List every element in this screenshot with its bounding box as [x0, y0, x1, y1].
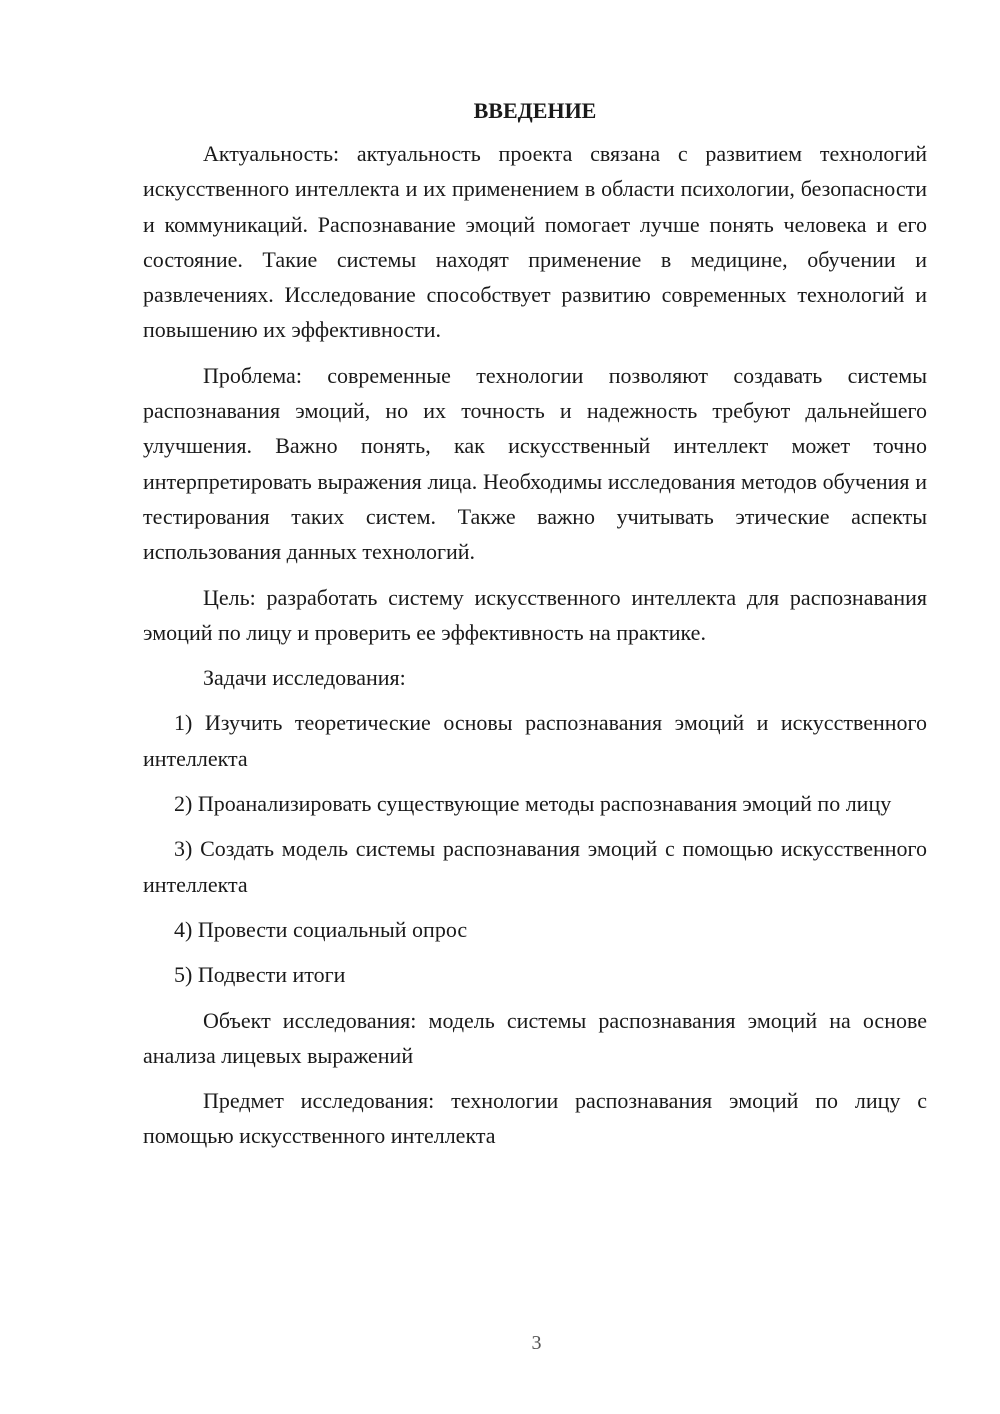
problem-paragraph: Проблема: современные технологии позволяют создавать системы распознавания эмоций, но их точность и надежность требуют дальнейшего улучшения. Важно понять, как искусственный интеллект может точно интерпретировать выражения лица. Необходимы исследования методов обучения и тестирования таких систем. Также важно учитывать этические аспекты использования данных технологий.: [143, 362, 927, 565]
page-number: 3: [531, 1332, 542, 1354]
tasks-heading: Задачи исследования:: [203, 665, 406, 691]
list-item: 4) Провести социальный опрос: [174, 916, 468, 942]
subject-paragraph: Предмет исследования: технологии распознавания эмоций по лицу с помощью искусственного интеллекта: [143, 1088, 927, 1149]
page-content: [143, 95, 927, 1164]
relevance-paragraph: Актуальность: актуальность проекта связана с развитием технологий искусственного интеллекта и их применением в области психологии, безопасности и коммуникаций. Распознавание эмоций помогает лучше понять человека и его состояние. Такие системы находят применение в медицине, обучении и развлечениях. Исследование способствует развитию современных технологий и повышению их эффективности.: [143, 141, 927, 343]
list-item: 2) Проанализировать существующие методы распознавания эмоций по лицу: [174, 791, 892, 817]
object-paragraph: Объект исследования: модель системы распознавания эмоций на основе анализа лицевых выражений: [143, 1007, 927, 1068]
goal-paragraph: Цель: разработать систему искусственного интеллекта для распознавания эмоций по лицу и проверить ее эффективность на практике.: [143, 584, 927, 645]
section-heading: ВВЕДЕНИЕ: [473, 98, 597, 123]
list-item: 1) Изучить теоретические основы распознавания эмоций и искусственного интеллекта: [143, 710, 927, 771]
list-item: 5) Подвести итоги: [174, 962, 346, 988]
list-item: 3) Создать модель системы распознавания эмоций с помощью искусственного интеллекта: [143, 836, 927, 897]
